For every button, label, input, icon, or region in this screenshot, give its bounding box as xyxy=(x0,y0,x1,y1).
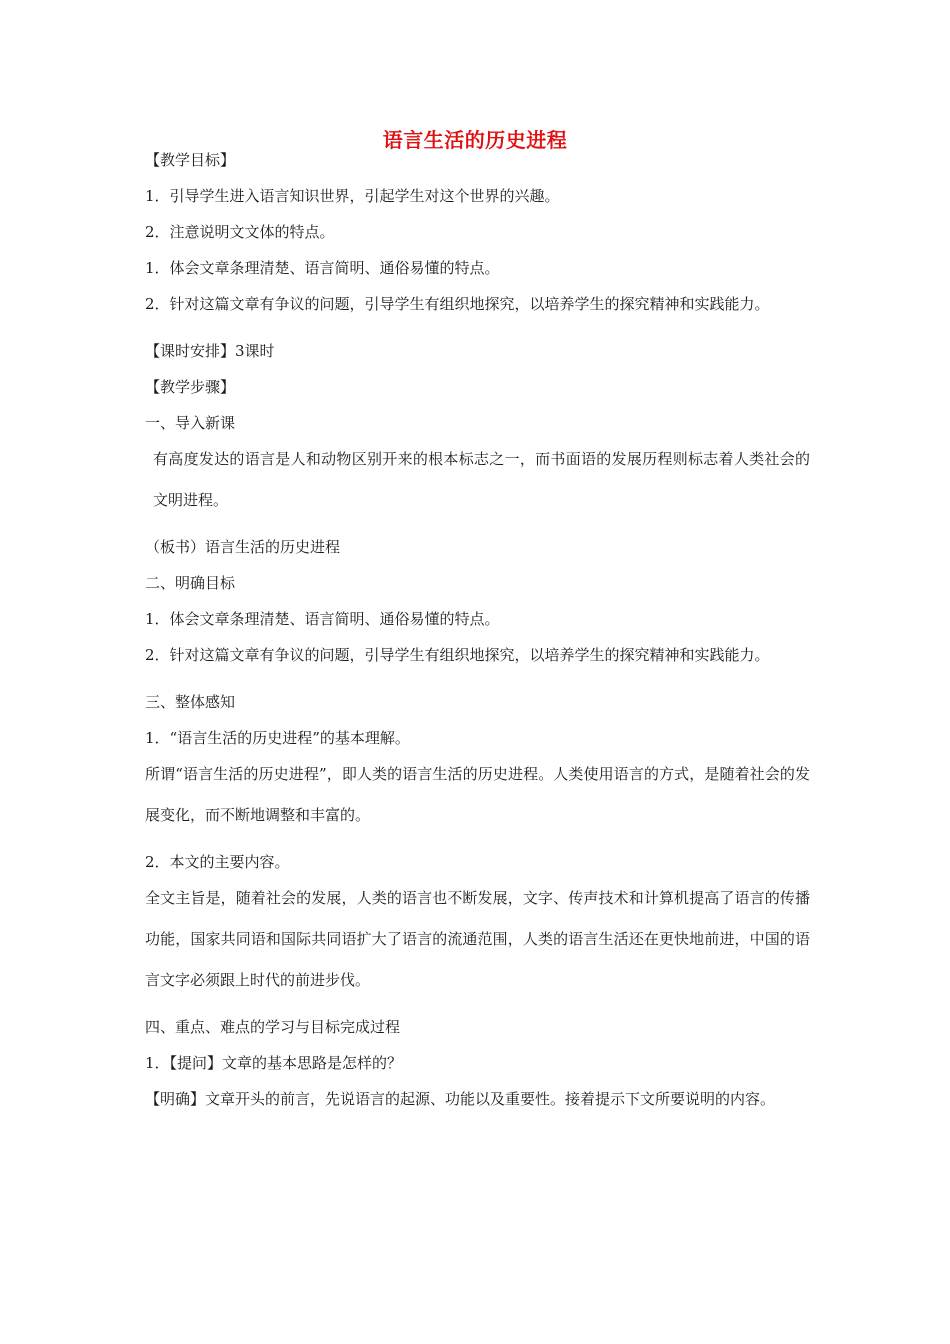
document-body xyxy=(145,150,810,1119)
paragraph: 【明确】文章开头的前言，先说语言的起源、功能以及重要性。接着提示下文所要说明的内容。 xyxy=(145,1090,776,1108)
paragraph: 2．针对这篇文章有争议的问题，引导学生有组织地探究，以培养学生的探究精神和实践能力。 xyxy=(145,646,770,664)
document-title: 语言生活的历史进程 xyxy=(382,128,568,152)
paragraph: 1．【提问】文章的基本思路是怎样的？ xyxy=(145,1054,403,1072)
step-heading: 一、导入新课 xyxy=(145,414,236,432)
paragraph: 1．体会文章条理清楚、语言简明、通俗易懂的特点。 xyxy=(145,259,500,277)
section-heading-schedule: 【课时安排】3课时 xyxy=(145,342,275,360)
step-heading: 二、明确目标 xyxy=(145,574,236,592)
section-heading-objectives: 【教学目标】 xyxy=(145,151,236,169)
paragraph: 2．注意说明文文体的特点。 xyxy=(145,223,335,241)
paragraph: 2．针对这篇文章有争议的问题，引导学生有组织地探究，以培养学生的探究精神和实践能力。 xyxy=(145,295,770,313)
paragraph: 2．本文的主要内容。 xyxy=(145,853,290,871)
step-heading: 三、整体感知 xyxy=(145,693,236,711)
section-heading-steps: 【教学步骤】 xyxy=(145,378,236,396)
step-heading: 四、重点、难点的学习与目标完成过程 xyxy=(145,1018,401,1036)
paragraph: 全文主旨是，随着社会的发展，人类的语言也不断发展，文字、传声技术和计算机提高了语言的传播功能，国家共同语和国际共同语扩大了语言的流通范围，人类的语言生活还在更快地前进，中国的语言文字必须跟上时代的前进步伐。 xyxy=(145,889,810,989)
paragraph: 1．体会文章条理清楚、语言简明、通俗易懂的特点。 xyxy=(145,610,500,628)
paragraph: 有高度发达的语言是人和动物区别开来的根本标志之一，而书面语的发展历程则标志着人类社会的文明进程。 xyxy=(153,450,810,509)
paragraph: 1．引导学生进入语言知识世界，引起学生对这个世界的兴趣。 xyxy=(145,187,560,205)
paragraph: 1．“语言生活的历史进程”的基本理解。 xyxy=(145,729,410,747)
paragraph: 所谓“语言生活的历史进程”，即人类的语言生活的历史进程。人类使用语言的方式，是随着社会的发展变化，而不断地调整和丰富的。 xyxy=(145,765,810,824)
paragraph: （板书）语言生活的历史进程 xyxy=(145,538,341,556)
